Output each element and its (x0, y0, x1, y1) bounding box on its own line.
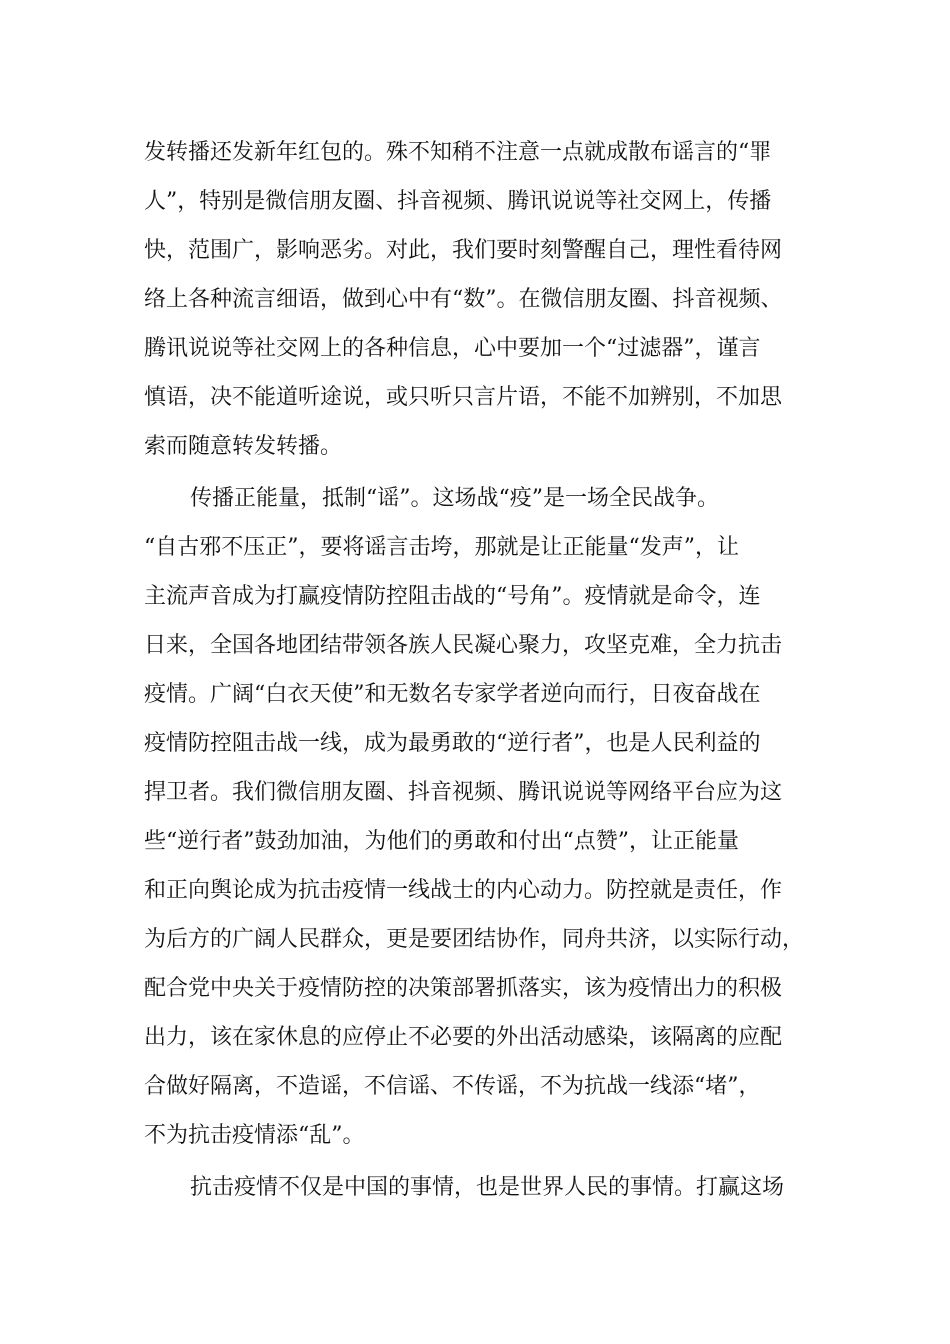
text-line: 索而随意转发转播。 (144, 434, 343, 459)
text-line: 不为抗击疫情添“乱”。 (144, 1123, 365, 1148)
text-line: 些“逆行者”鼓劲加油，为他们的勇敢和付出“点赞”，让正能量 (144, 829, 739, 854)
text-line: 配合党中央关于疫情防控的决策部署抓落实，该为疫情出力的积极 (144, 976, 783, 1001)
text-line: 腾讯说说等社交网上的各种信息，心中要加一个“过滤器”，谨言 (144, 336, 761, 361)
text-line: 疫情。广阔“白衣天使”和无数名专家学者逆向而行，日夜奋战在 (144, 682, 761, 707)
text-line: 疫情防控阻击战一线，成为最勇敢的“逆行者”，也是人民利益的 (144, 731, 761, 756)
text-line: 出力，该在家休息的应停止不必要的外出活动感染，该隔离的应配 (144, 1025, 783, 1050)
text-line: 和正向舆论成为抗击疫情一线战士的内心动力。防控就是责任，作 (144, 878, 783, 903)
text-line: 慎语，决不能道听途说，或只听只言片语，不能不加辨别，不加思 (144, 385, 783, 410)
text-line: 日来，全国各地团结带领各族人民凝心聚力，攻坚克难，全力抗击 (144, 633, 783, 658)
text-line: 发转播还发新年红包的。殊不知稍不注意一点就成散布谣言的“罪 (144, 140, 772, 165)
text-line: 快，范围广，影响恶劣。对此，我们要时刻警醒自己，理性看待网 (144, 238, 783, 263)
text-line: “自古邪不压正”，要将谣言击垮，那就是让正能量“发声”，让 (144, 535, 739, 560)
text-line: 络上各种流言细语，做到心中有“数”。在微信朋友圈、抖音视频、 (144, 287, 783, 312)
text-line: 主流声音成为打赢疫情防控阻击战的“号角”。疫情就是命令，连 (144, 584, 761, 609)
paragraph-first-line: 抗击疫情不仅是中国的事情，也是世界人民的事情。打赢这场 (190, 1175, 785, 1200)
text-line: 捍卫者。我们微信朋友圈、抖音视频、腾讯说说等网络平台应为这 (144, 780, 783, 805)
paragraph-first-line: 传播正能量，抵制“谣”。这场战“疫”是一场全民战争。 (190, 486, 719, 511)
text-line: 为后方的广阔人民群众，更是要团结协作，同舟共济，以实际行动， (144, 927, 805, 952)
text-line: 合做好隔离，不造谣，不信谣、不传谣，不为抗战一线添“堵”， (144, 1074, 761, 1099)
text-line: 人”，特别是微信朋友圈、抖音视频、腾讯说说等社交网上，传播 (144, 189, 772, 214)
